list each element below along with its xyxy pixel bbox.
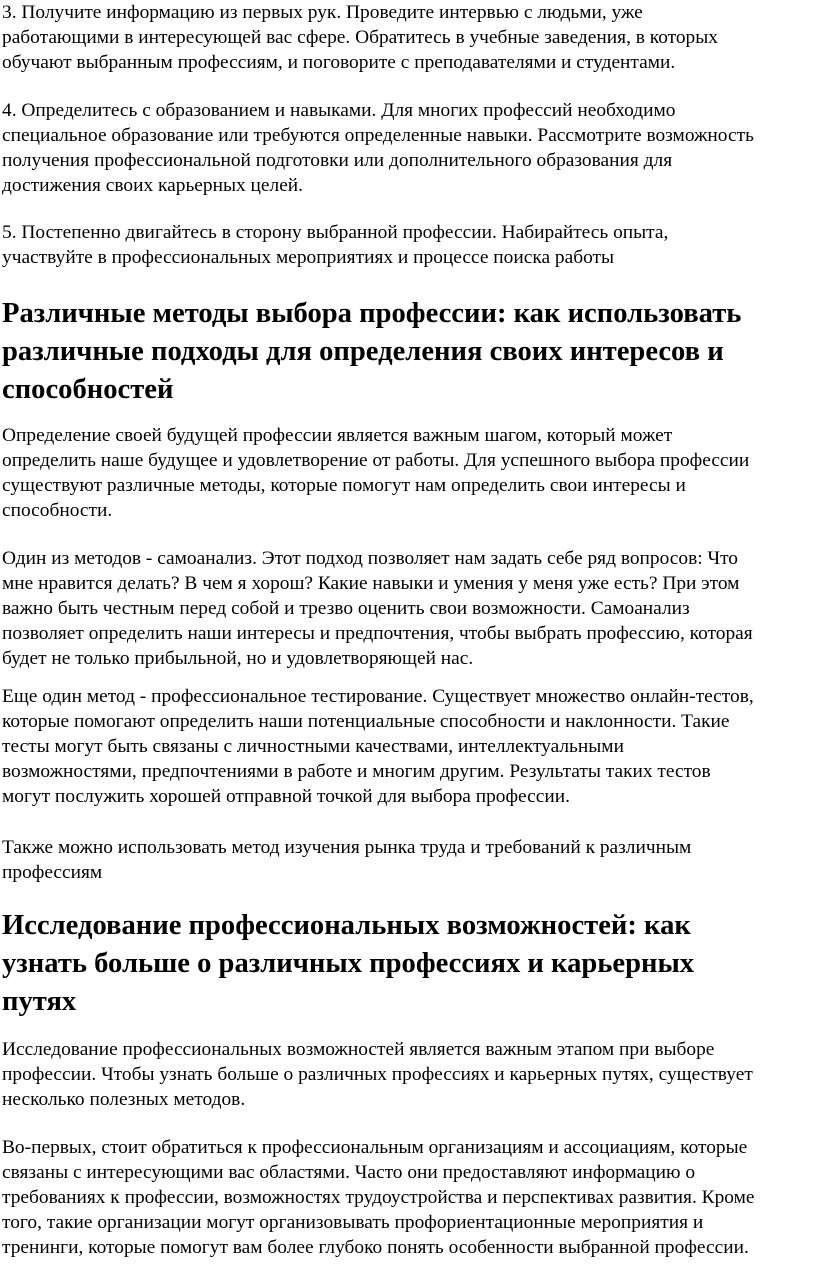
text-line: тренинги, которые помогут вам более глубоко понять особенности выбранной профессии. — [2, 1237, 749, 1258]
text-line: возможностями, предпочтениями в работе и многим другим. Результаты таких тестов — [2, 761, 711, 782]
text-line: 4. Определитесь с образованием и навыками. Для многих профессий необходимо — [2, 100, 676, 121]
heading-line: узнать больше о различных профессиях и карьерных — [2, 948, 695, 979]
text-line: могут послужить хорошей отправной точкой для выбора профессии. — [2, 786, 570, 807]
paragraph-self-analysis — [2, 546, 753, 671]
heading-line: Различные методы выбора профессии: как использовать — [2, 298, 742, 329]
paragraph-step-4 — [2, 98, 754, 198]
text-line: профессиям — [2, 862, 103, 883]
text-line: важно быть честным перед собой и трезво оценить свои возможности. Самоанализ — [2, 598, 690, 619]
text-line: способности. — [2, 500, 113, 521]
text-line: которые помогают определить наши потенциальные способности и наклонности. Такие — [2, 711, 730, 732]
text-line: профессии. Чтобы узнать больше о различных профессиях и карьерных путях, существует — [2, 1064, 753, 1085]
text-line: Во-первых, стоит обратиться к профессиональным организациям и ассоциациям, которые — [2, 1137, 748, 1158]
text-line: специальное образование или требуются определенные навыки. Рассмотрите возможность — [2, 125, 754, 146]
text-line: мне нравится делать? В чем я хорош? Какие навыки и умения у меня уже есть? При этом — [2, 573, 740, 594]
text-line: Определение своей будущей профессии является важным шагом, который может — [2, 425, 673, 446]
text-line: участвуйте в профессиональных мероприятиях и процессе поиска работы — [2, 247, 615, 268]
text-line: работающими в интересующей вас сфере. Обратитесь в учебные заведения, в которых — [2, 27, 718, 48]
section-heading-research — [2, 907, 694, 1021]
text-line: определить наше будущее и удовлетворение от работы. Для успешного выбора профессии — [2, 450, 750, 471]
text-line: обучают выбранным профессиям, и поговорите с преподавателями и студентами. — [2, 52, 676, 73]
paragraph-research-intro — [2, 1037, 753, 1112]
paragraph-intro-methods — [2, 423, 749, 523]
heading-line: способностей — [2, 374, 174, 405]
text-line: тесты могут быть связаны с личностными качествами, интеллектуальными — [2, 736, 624, 757]
text-line: позволяет определить наши интересы и предпочтения, чтобы выбрать профессию, которая — [2, 623, 753, 644]
text-line: Исследование профессиональных возможностей является важным этапом при выборе — [2, 1039, 715, 1060]
heading-line: путях — [2, 986, 77, 1017]
paragraph-labor-market — [2, 835, 691, 885]
paragraph-step-5 — [2, 220, 668, 270]
text-line: того, такие организации могут организовывать профориентационные мероприятия и — [2, 1212, 704, 1233]
text-line: связаны с интересующими вас областями. Часто они предоставляют информацию о — [2, 1162, 696, 1183]
text-line: 3. Получите информацию из первых рук. Проведите интервью с людьми, уже — [2, 2, 643, 23]
text-line: 5. Постепенно двигайтесь в сторону выбранной профессии. Набирайтесь опыта, — [2, 222, 669, 243]
text-line: несколько полезных методов. — [2, 1089, 246, 1110]
text-line: достижения своих карьерных целей. — [2, 175, 304, 196]
heading-line: Исследование профессиональных возможностей: как — [2, 910, 691, 941]
section-heading-methods — [2, 295, 741, 409]
heading-line: различные подходы для определения своих интересов и — [2, 336, 724, 367]
text-line: Еще один метод - профессиональное тестирование. Существует множество онлайн-тестов, — [2, 686, 754, 707]
text-line: Один из методов - самоанализ. Этот подход позволяет нам задать себе ряд вопросов: Что — [2, 548, 738, 569]
paragraph-step-3 — [2, 0, 718, 75]
text-line: требованиях к профессии, возможностях трудоустройства и перспективах развития. Кроме — [2, 1187, 755, 1208]
text-line: будет не только прибыльной, но и удовлетворяющей нас. — [2, 648, 474, 669]
text-line: Также можно использовать метод изучения рынка труда и требований к различным — [2, 837, 692, 858]
paragraph-organizations — [2, 1135, 754, 1260]
paragraph-testing — [2, 684, 754, 809]
text-line: существуют различные методы, которые помогут нам определить свои интересы и — [2, 475, 686, 496]
text-line: получения профессиональной подготовки или дополнительного образования для — [2, 150, 673, 171]
